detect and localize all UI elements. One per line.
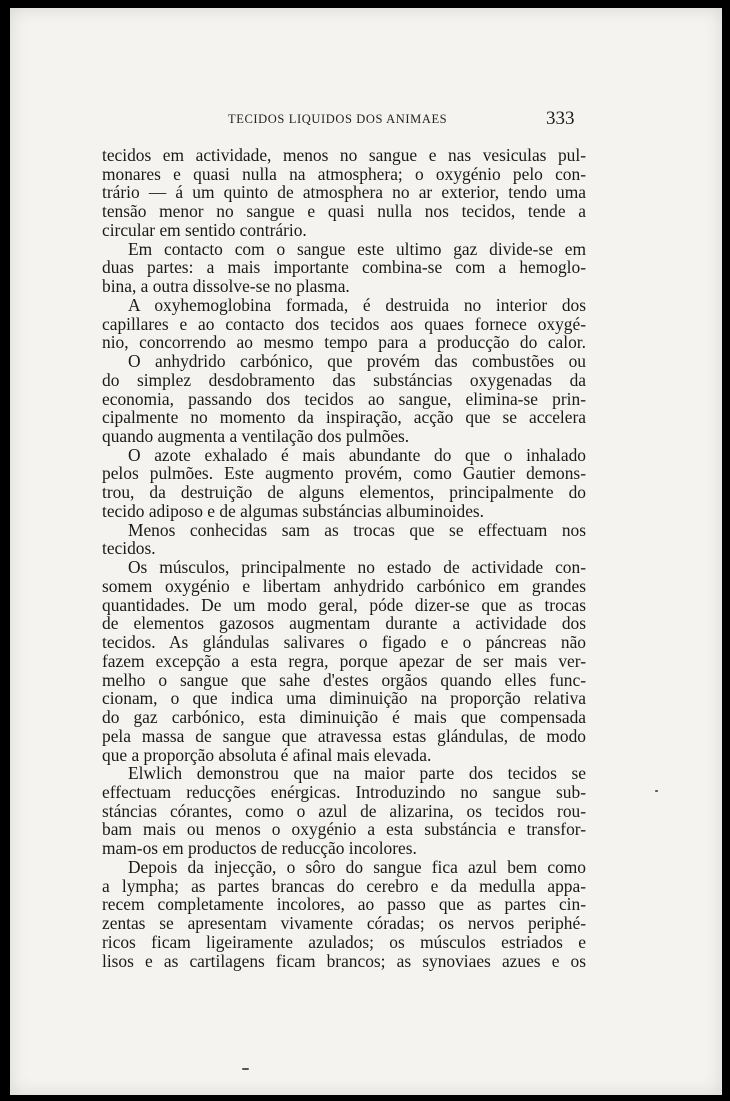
text-line: do gaz carbónico, esta diminuição é mais que compensada (102, 707, 586, 728)
text-line: Elwlich demonstrou que na maior parte dos tecidos se (128, 763, 586, 784)
text-line: nio, concorrendo ao mesmo tempo para a producção do calor. (102, 332, 586, 353)
speck-mark (242, 1068, 249, 1070)
text-line: bina, a outra dissolve-se no plasma. (102, 276, 350, 297)
text-line: fazem excepção a esta regra, porque apezar de ser mais ver- (102, 650, 586, 671)
text-line: capillares e ao contacto dos tecidos aos quaes fornece oxygé- (102, 313, 586, 334)
text-line: Depois da injecção, o sôro do sangue fica azul bem como (128, 856, 586, 877)
text-line: tecido adiposo e de algumas substáncias albuminoides. (102, 500, 485, 521)
text-line: pela massa de sangue que atravessa estas glándulas, de modo (102, 725, 586, 746)
text-line: de elementos gazosos augmentam durante a actividade dos (102, 613, 586, 634)
text-line: lisos e as cartilagens ficam brancos; as synoviaes azues e os (102, 950, 586, 971)
text-line: stáncias córantes, como o azul de alizarina, os tecidos rou- (102, 800, 586, 821)
text-line: somem oxygénio e libertam anhydrido carbónico em grandes (102, 575, 586, 596)
text-line: a lympha; as partes brancas do cerebro e da medulla appa- (102, 875, 586, 896)
page-header (10, 108, 722, 132)
text-line: Os músculos, principalmente no estado de actividade con- (128, 557, 586, 578)
text-line: quantidades. De um modo geral, póde dizer-se que as trocas (102, 594, 586, 615)
body-text (102, 146, 586, 970)
text-line: monares e quasi nulla na atmosphera; o oxygénio pelo con- (102, 163, 586, 184)
text-line: tecidos. As glándulas salivares o figado e o páncreas não (102, 632, 586, 653)
text-line: cionam, o que indica uma diminuição na proporção relativa (102, 688, 586, 709)
text-line: zentas se apresentam vivamente córadas; os nervos periphé- (102, 913, 586, 934)
text-line: O anhydrido carbónico, que provém das combustões ou (128, 351, 586, 372)
text-line: tecidos em actividade, menos no sangue e nas vesiculas pul- (102, 145, 586, 165)
text-line: quando augmenta a ventilação dos pulmões. (102, 426, 410, 447)
text-line: ricos ficam ligeiramente azulados; os músculos estriados e (102, 931, 586, 952)
page-number: 333 (546, 108, 575, 129)
text-line: mam-os em productos de reducção incolores. (102, 838, 417, 859)
text-line: do simplez desdobramento das substáncias oxygenadas da (102, 369, 586, 390)
text-line: Em contacto com o sangue este ultimo gaz divide-se em (128, 238, 586, 259)
running-head: TECIDOS LIQUIDOS DOS ANIMAES (228, 112, 448, 126)
text-line: A oxyhemoglobina formada, é destruida no interior dos (128, 294, 586, 315)
text-line: trário — á um quinto de atmosphera no ar exterior, tendo uma (102, 182, 586, 203)
text-line: melho o sangue que sahe d'estes orgãos quando elles func- (102, 669, 586, 690)
speck-mark (655, 790, 658, 792)
text-line: effectuam reducções enérgicas. Introduzindo no sangue sub- (102, 781, 586, 802)
text-line: recem completamente incolores, ao passo que as partes cin- (102, 894, 586, 915)
text-line: tecidos. (102, 538, 156, 559)
text-line: O azote exhalado é mais abundante do que o inhalado (128, 444, 586, 465)
text-line: bam mais ou menos o oxygénio a esta substáncia e transfor- (102, 819, 586, 840)
text-line: Menos conhecidas sam as trocas que se effectuam nos (128, 519, 586, 540)
text-line: tensão menor no sangue e quasi nulla nos tecidos, tende a (102, 201, 586, 222)
text-line: economia, passando dos tecidos ao sangue, elimina-se prin- (102, 388, 586, 409)
text-line: que a proporção absoluta é afinal mais elevada. (102, 744, 432, 765)
text-line: cipalmente no momento da inspiração, acção que se accelera (102, 407, 586, 428)
book-page (10, 8, 722, 1095)
text-line: pelos pulmões. Este augmento provém, como Gautier demons- (102, 463, 586, 484)
text-line: circular em sentido contrário. (102, 219, 307, 240)
text-line: duas partes: a mais importante combina-se com a hemoglo- (102, 257, 586, 278)
text-line: trou, da destruição de alguns elementos, principalmente do (102, 482, 586, 503)
